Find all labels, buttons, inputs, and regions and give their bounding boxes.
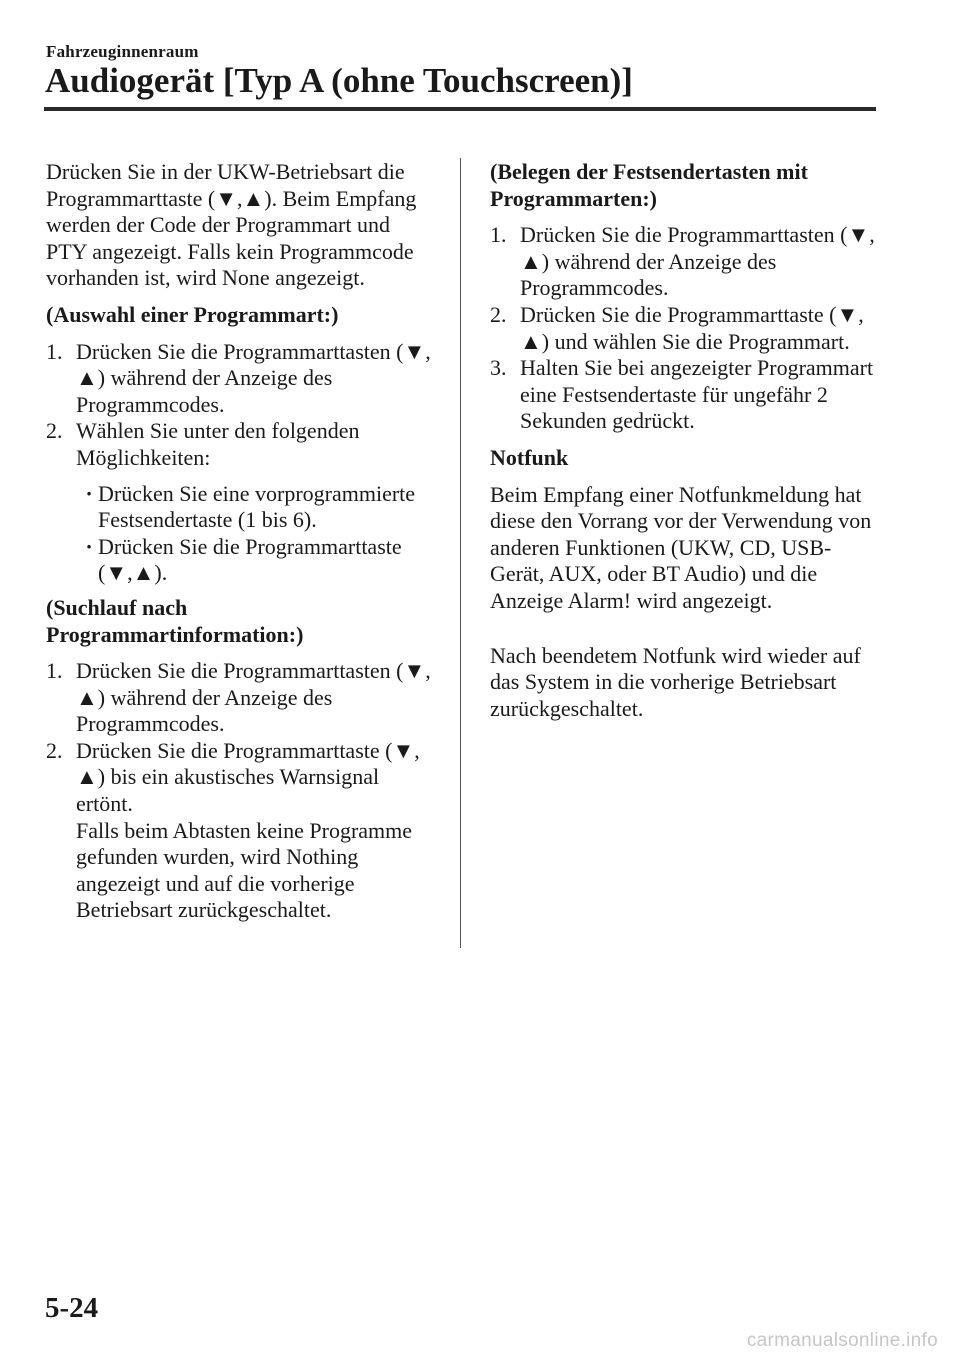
step-number: 2. (490, 301, 507, 327)
step-number: 3. (490, 355, 507, 381)
bullet-dot: · (85, 480, 93, 506)
section-label: Fahrzeuginnenraum (46, 42, 199, 61)
list-item (490, 222, 882, 302)
step-text: Drücken Sie die Programmarttasten (▼, ▲) während der Anzeige des Programmcodes. (76, 658, 431, 737)
step-text: Drücken Sie die Programmarttaste (▼, ▲) bis ein akustisches Warnsignal ertönt. (76, 737, 420, 817)
step-content (76, 738, 434, 924)
bullet-text: Drücken Sie eine vorprogrammierte Festsendertaste (1 bis 6). (98, 480, 416, 533)
emergency-paragraph: Beim Empfang einer Notfunkmeldung hat diese den Vorrang vor der Verwendung von anderen Funktionen (UKW, CD, USB-Gerät, AUX, oder BT Audio) und die Anzeige Alarm! wird angezeigt. (490, 481, 872, 613)
list-item (490, 355, 882, 435)
right-column (490, 159, 882, 732)
list-item (46, 339, 434, 419)
preset-heading: (Belegen der Festsendertasten mit Programmarten:) (490, 159, 808, 211)
step-text: Drücken Sie die Programmarttasten (▼, ▲) während der Anzeige des Programmcodes. (76, 338, 431, 417)
step-text: Wählen Sie unter den folgenden Möglichkeiten: (76, 418, 360, 470)
watermark: carmanualsonline.info (746, 1330, 938, 1351)
step-number: 1. (490, 222, 507, 248)
step-number: 1. (46, 338, 63, 364)
emergency-end-paragraph: Nach beendetem Notfunk wird wieder auf das System in die vorherige Betriebsart zurückgeschaltet. (490, 642, 861, 721)
page-title: Audiogerät [Typ A (ohne Touchscreen)] (45, 61, 633, 100)
search-steps (46, 658, 434, 924)
step-continuation: Falls beim Abtasten keine Programme gefunden wurden, wird Nothing angezeigt und auf die vorherige Betriebsart zurückgeschaltet. (76, 817, 413, 923)
step-text: Halten Sie bei angezeigter Programmart eine Festsendertaste für ungefähr 2 Sekunden gedrückt. (520, 355, 874, 434)
step-number: 2. (46, 418, 63, 444)
step-number: 1. (46, 658, 63, 684)
step-number: 2. (46, 737, 63, 763)
preset-steps (490, 222, 882, 435)
left-column (46, 159, 434, 934)
select-bullets (46, 481, 434, 587)
list-item (46, 658, 434, 738)
list-item (46, 534, 434, 587)
list-item (490, 302, 882, 355)
step-text: Drücken Sie die Programmarttaste (▼, ▲) und wählen Sie die Programmart. (520, 301, 864, 354)
emergency-heading: Notfunk (490, 444, 569, 470)
page-number: 5-24 (45, 1292, 99, 1324)
paragraph-gap (490, 625, 882, 643)
list-item (46, 418, 434, 471)
search-heading: (Suchlauf nach Programmartinformation:) (46, 594, 304, 647)
select-steps (46, 339, 434, 472)
bullet-text: Drücken Sie die Programmarttaste (▼,▲). (98, 533, 402, 586)
step-text: Drücken Sie die Programmarttasten (▼, ▲) während der Anzeige des Programmcodes. (520, 222, 875, 301)
title-rule (44, 107, 876, 111)
list-item (46, 481, 434, 534)
select-heading: (Auswahl einer Programmart:) (46, 301, 339, 327)
intro-paragraph: Drücken Sie in der UKW-Betriebsart die Programmarttaste (▼,▲). Beim Empfang werden der Code der Programmart und PTY angezeigt. Falls kein Programmcode vorhanden ist, wird None angezeigt. (46, 159, 417, 291)
bullet-dot: · (85, 533, 93, 559)
list-item (46, 738, 434, 924)
column-divider (460, 158, 461, 948)
